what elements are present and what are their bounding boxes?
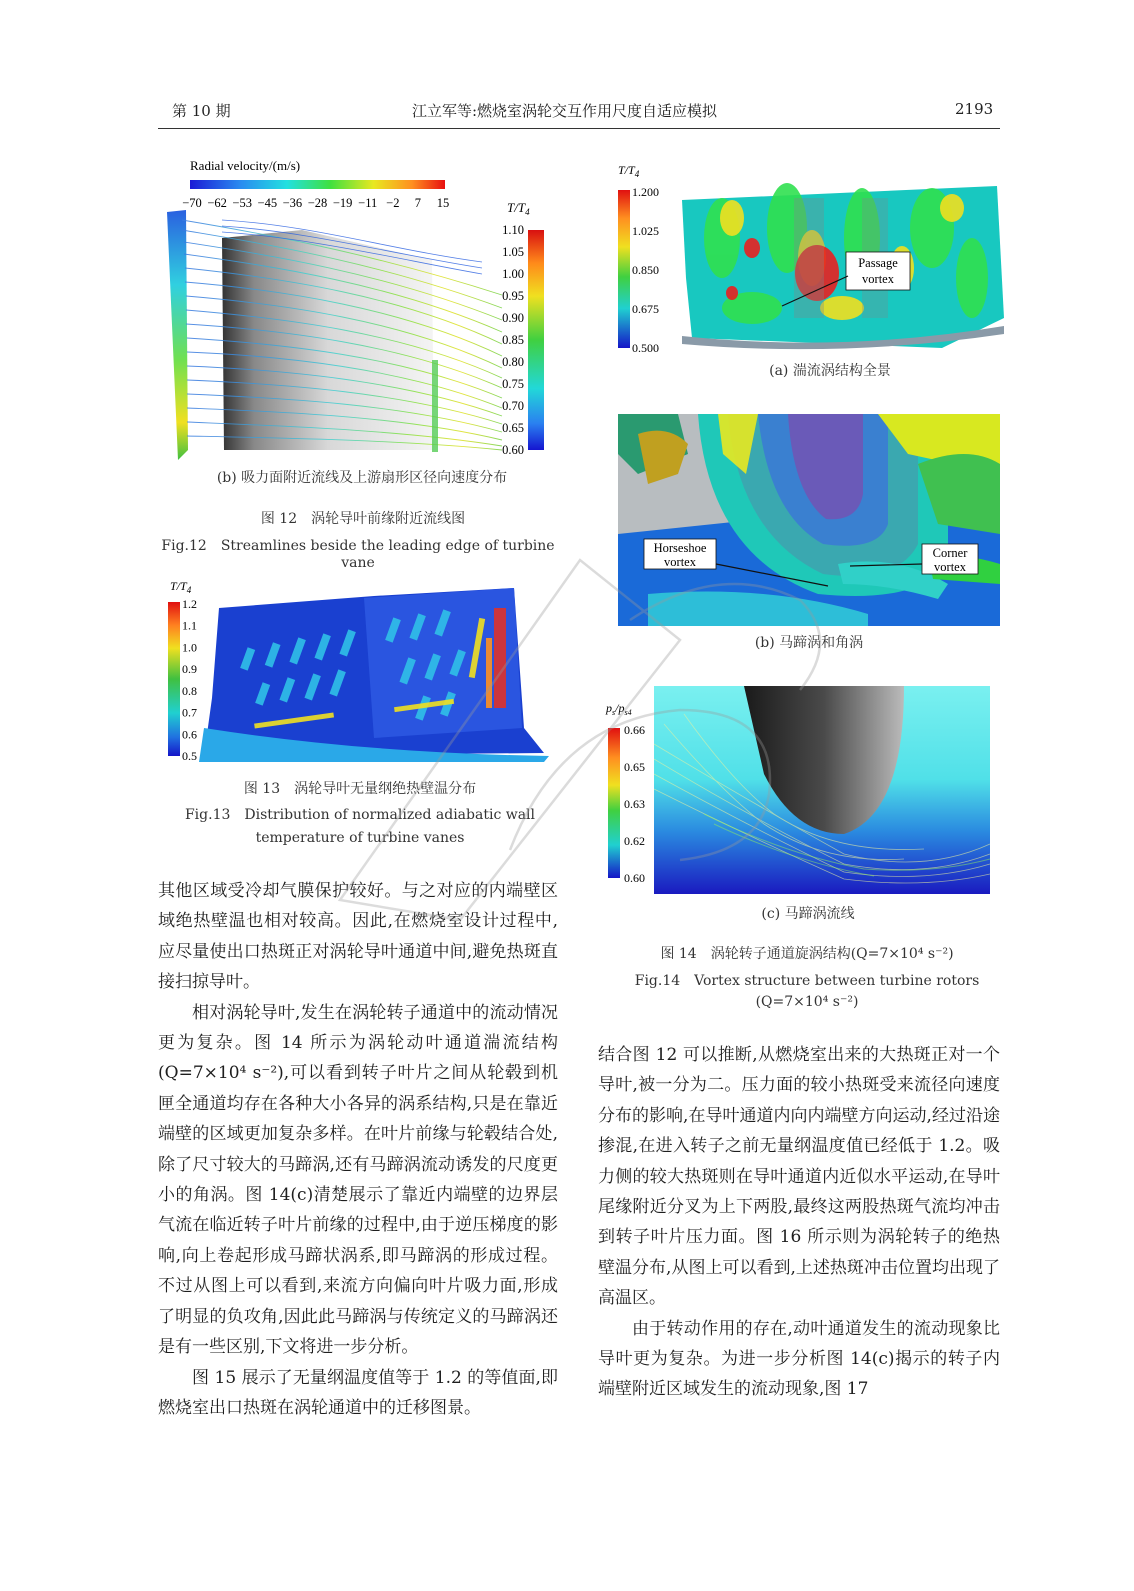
colorbar-tick-label: −45 <box>257 196 278 210</box>
legend-tick-label: 0.675 <box>632 302 659 316</box>
figure-14a <box>612 158 1004 358</box>
fig12-legend-title: $T/T_4$ <box>507 200 530 217</box>
horseshoe-vortex-label-1: Horseshoe <box>653 541 707 555</box>
fig12b-subcaption: (b) 吸力面附近流线及上游扇形区径向速度分布 <box>216 470 508 486</box>
legend-tick-label: 0.70 <box>502 399 524 413</box>
fig12-caption-en: Fig.12 Streamlines beside the leading edge of turbine vane <box>161 538 555 571</box>
colorbar-tick-label: −36 <box>282 196 303 210</box>
colorbar-tick-label: −2 <box>386 196 400 210</box>
fig14-caption-en-2: (Q=7×10⁴ s⁻²) <box>755 994 859 1010</box>
fig14b-subcaption: (b) 马蹄涡和角涡 <box>754 635 864 651</box>
legend-tick-label: 1.025 <box>632 224 659 238</box>
paragraph: 结合图 12 可以推断,从燃烧室出来的大热斑正对一个导叶,被一分为二。压力面的较小热斑受来流径向速度分布的影响,在导叶通道内向内端壁方向运动,经过沿途掺混,在进入转子之前无量纲温度值已经低于 1.2。吸力侧的较大热斑则在导叶通道内近似水平运动,在导叶尾缘附近分叉为上下两股,最终这两股热斑气流均冲击到转子叶片压力面。图 16 所示则为涡轮转子的绝热壁温分布,从图上可以看到,上述热斑冲击位置均出现了高温区。 <box>598 1045 1000 1309</box>
legend-tick-label: 0.7 <box>182 705 197 720</box>
legend-tick-label: 0.8 <box>182 683 197 698</box>
corner-vortex-label-1: Corner <box>932 546 968 560</box>
legend-tick-label: 0.60 <box>624 871 645 885</box>
legend-tick-label: 1.10 <box>502 223 524 237</box>
legend-tick-label: 1.2 <box>182 597 197 611</box>
legend-tick-label: 1.00 <box>502 267 524 281</box>
colorbar-tick-label: 15 <box>436 196 450 210</box>
passage-vortex-label-1: Passage <box>858 256 898 270</box>
legend-tick-label: 0.850 <box>632 263 659 277</box>
horseshoe-vortex-label-2: vortex <box>664 555 696 569</box>
paragraph: 由于转动作用的存在,动叶通道发生的流动现象比导叶更为复杂。为进一步分析图 14(c)揭示的转子内端壁附近区域发生的流动现象,图 17 <box>598 1318 1000 1400</box>
fig12-vane-suction-surface <box>222 230 434 450</box>
legend-tick-label: 0.6 <box>182 727 197 742</box>
fig14a-legend-ticks <box>632 185 659 355</box>
body-text-left-column <box>158 876 558 1423</box>
fig12-colorbar-ticks <box>182 196 449 210</box>
legend-tick-label: 0.90 <box>502 311 524 325</box>
fig12-colorbar-title: Radial velocity/(m/s) <box>190 158 301 173</box>
fig13-legend-ticks <box>182 597 197 763</box>
colorbar-tick-label: −53 <box>232 196 252 210</box>
colorbar-tick-label: −28 <box>307 196 328 210</box>
colorbar-tick-label: −11 <box>358 196 378 210</box>
colorbar-tick-label: −70 <box>182 196 202 210</box>
fig14c-legend-title: $p_s/p_{s4}$ <box>606 701 632 717</box>
legend-tick-label: 0.500 <box>632 341 659 355</box>
legend-tick-label: 0.75 <box>502 377 524 391</box>
legend-tick-label: 0.62 <box>624 834 645 848</box>
fig14-caption-en-1: Fig.14 Vortex structure between turbine rotors <box>634 973 980 989</box>
legend-tick-label: 1.0 <box>182 640 197 655</box>
fig12-legend-ticks <box>502 223 524 457</box>
fig12-caption-cn: 图 12 涡轮导叶前缘附近流线图 <box>260 511 466 527</box>
fig12-colorbar <box>190 180 445 189</box>
fig13-legend-bar <box>168 602 180 756</box>
fig12-trailing-edge <box>432 360 438 452</box>
fig14-caption-cn: 图 14 涡轮转子通道旋涡结构(Q=7×10⁴ s⁻²) <box>660 946 954 962</box>
fig13-caption-en-2: temperature of turbine vanes <box>255 830 465 846</box>
header-rule <box>158 128 1000 129</box>
fig14a-subcaption: (a) 湍流涡结构全景 <box>769 363 891 379</box>
fig12-legend-bar <box>528 230 544 450</box>
running-title: 江立军等:燃烧室涡轮交互作用尺度自适应模拟 <box>412 102 718 120</box>
legend-tick-label: 0.95 <box>502 289 524 303</box>
colorbar-tick-label: 7 <box>414 196 422 210</box>
legend-tick-label: 0.85 <box>502 333 524 347</box>
page-number: 2193 <box>955 100 994 118</box>
issue-number: 第 10 期 <box>172 102 231 120</box>
legend-tick-label: 0.9 <box>182 662 197 677</box>
paragraph: 其他区域受冷却气膜保护较好。与之对应的内端壁区域绝热壁温也相对较高。因此,在燃烧室设计过程中,应尽量使出口热斑正对涡轮导叶通道中间,避免热斑直接扫掠导叶。 <box>158 881 558 993</box>
figure-12b <box>162 150 562 490</box>
legend-tick-label: 0.65 <box>502 421 524 435</box>
legend-tick-label: 0.60 <box>502 443 524 457</box>
legend-tick-label: 0.5 <box>182 749 197 763</box>
legend-tick-label: 0.65 <box>624 760 645 774</box>
fig13-caption-en-1: Fig.13 Distribution of normalized adiabatic wall <box>184 807 536 823</box>
fig13-caption-cn: 图 13 涡轮导叶无量纲绝热壁温分布 <box>243 781 477 797</box>
corner-vortex-label-2: vortex <box>934 560 966 574</box>
colorbar-tick-label: −19 <box>332 196 353 210</box>
fig14a-legend-bar <box>618 190 630 348</box>
paragraph: 图 15 展示了无量纲温度值等于 1.2 的等值面,即燃烧室出口热斑在涡轮通道中的迁移图景。 <box>158 1367 558 1418</box>
fig14a-legend-title: $T/T_4$ <box>618 163 640 179</box>
fig14c-subcaption: (c) 马蹄涡流线 <box>761 906 855 922</box>
legend-tick-label: 1.1 <box>182 618 197 633</box>
body-text-right-column <box>598 1040 1000 1405</box>
legend-tick-label: 1.200 <box>632 185 659 199</box>
legend-tick-label: 0.63 <box>624 797 645 811</box>
passage-vortex-label-2: vortex <box>862 272 894 286</box>
legend-tick-label: 0.80 <box>502 355 524 369</box>
colorbar-tick-label: −62 <box>207 196 227 210</box>
journal-watermark <box>300 520 860 940</box>
legend-tick-label: 0.66 <box>624 723 645 737</box>
legend-tick-label: 1.05 <box>502 245 524 259</box>
fig13-legend-title: $T/T_4$ <box>170 579 192 595</box>
fig12-upstream-sector <box>167 210 188 460</box>
paragraph: 相对涡轮导叶,发生在涡轮转子通道中的流动情况更为复杂。图 14 所示为涡轮动叶通道湍流结构(Q=7×10⁴ s⁻²),可以看到转子叶片之间从轮毂到机匣全通道均存在各种大小各异的涡系结构,只是在靠近端壁的区域更加复杂多样。在叶片前缘与轮毂结合处,除了尺寸较大的马蹄涡,还有马蹄涡流动诱发的尺度更小的角涡。图 14(c)清楚展示了靠近内端壁的边界层气流在临近转子叶片前缘的过程中,由于逆压梯度的影响,向上卷起形成马蹄状涡系,即马蹄涡的形成过程。不过从图上可以看到,来流方向偏向叶片吸力面,形成了明显的负攻角,因此此马蹄涡与传统定义的马蹄涡还是有一些区别,下文将进一步分析。 <box>158 1002 558 1358</box>
